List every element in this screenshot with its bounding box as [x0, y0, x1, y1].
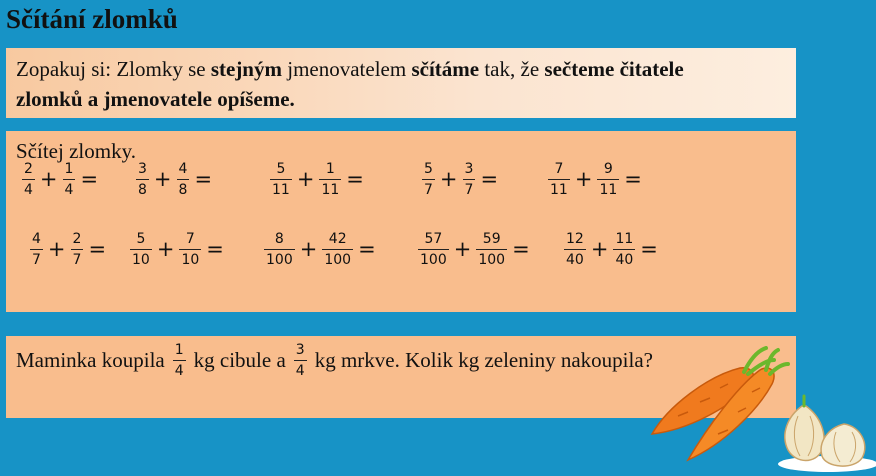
numerator: 4: [178, 161, 188, 177]
denominator: 40: [613, 249, 635, 268]
numerator: 7: [554, 161, 564, 177]
denominator: 10: [179, 249, 201, 268]
numerator: 2: [72, 231, 82, 247]
exercise-panel: [6, 131, 796, 312]
fraction: [463, 161, 476, 198]
word-problem-text: Maminka koupila: [16, 348, 165, 372]
fraction: [130, 231, 152, 268]
numerator: 1: [174, 342, 184, 358]
denominator: 100: [264, 249, 295, 268]
equals-sign: =: [80, 167, 99, 191]
numerator: 3: [138, 161, 147, 177]
fraction: [418, 231, 449, 268]
numerator: 3: [464, 161, 474, 177]
fraction: [322, 231, 353, 268]
numerator: 9: [603, 161, 613, 177]
fraction: [564, 231, 586, 268]
reminder-bold: sečteme čitatele: [544, 57, 684, 81]
reminder-panel: [6, 48, 796, 118]
onion-icon: [821, 424, 865, 466]
reminder-text: tak, že: [479, 57, 545, 81]
denominator: 11: [319, 179, 341, 198]
denominator: 7: [71, 249, 84, 268]
fraction: [270, 161, 292, 198]
fraction: [613, 231, 635, 268]
numerator: 5: [136, 231, 146, 247]
fraction: [63, 161, 76, 198]
denominator: 10: [130, 249, 152, 268]
numerator: 2: [24, 161, 33, 177]
plus-sign: +: [574, 167, 593, 191]
equals-sign: =: [358, 237, 376, 261]
fraction: [264, 231, 295, 268]
fraction-expression: [20, 161, 101, 198]
numerator: 3: [295, 342, 305, 358]
plus-sign: +: [590, 237, 609, 261]
equals-sign: =: [194, 167, 213, 191]
reminder-bold: zlomků a jmenovatele opíšeme.: [16, 87, 295, 111]
word-problem: [16, 342, 653, 379]
fraction-expression: [134, 161, 215, 198]
denominator: 4: [173, 360, 186, 379]
fraction: [548, 161, 570, 198]
equals-sign: =: [512, 237, 530, 261]
fraction-expression: [28, 231, 109, 268]
plus-sign: +: [47, 237, 66, 261]
reminder-text: Zopakuj si: Zlomky se: [16, 57, 211, 81]
denominator: 11: [597, 179, 619, 198]
fraction: [22, 161, 35, 198]
denominator: 100: [322, 249, 353, 268]
denominator: 4: [63, 179, 76, 198]
fraction-expression: [420, 161, 501, 198]
plus-sign: +: [156, 237, 175, 261]
reminder-text: jmenovatelem: [281, 57, 412, 81]
reminder-bold: sčítáme: [411, 57, 480, 81]
numerator: 12: [566, 231, 584, 247]
denominator: 7: [422, 179, 435, 198]
fraction: [422, 161, 435, 198]
plus-sign: +: [39, 167, 58, 191]
word-problem-text: kg cibule a: [193, 348, 286, 372]
fraction-expression: [562, 231, 661, 268]
fraction: [476, 231, 507, 268]
denominator: 4: [22, 179, 35, 198]
denominator: 4: [294, 360, 307, 379]
denominator: 100: [476, 249, 507, 268]
denominator: 40: [564, 249, 586, 268]
equals-sign: =: [206, 237, 224, 261]
numerator: 4: [32, 231, 41, 247]
equals-sign: =: [346, 167, 364, 191]
plus-sign: +: [153, 167, 172, 191]
numerator: 5: [424, 161, 433, 177]
numerator: 42: [328, 231, 347, 247]
numerator: 8: [274, 231, 284, 247]
numerator: 11: [615, 231, 634, 247]
fraction: [30, 231, 43, 268]
denominator: 8: [177, 179, 190, 198]
fraction-expression: [262, 231, 379, 268]
plus-sign: +: [296, 167, 315, 191]
equals-sign: =: [88, 237, 107, 261]
denominator: 7: [463, 179, 476, 198]
fraction-expression: [128, 231, 227, 268]
fraction: [177, 161, 190, 198]
equals-sign: =: [640, 237, 658, 261]
numerator: 1: [64, 161, 74, 177]
fraction: [319, 161, 341, 198]
fraction: [136, 161, 149, 198]
numerator: 59: [482, 231, 501, 247]
denominator: 11: [548, 179, 570, 198]
onion-icon: [785, 396, 824, 461]
fraction: [71, 231, 84, 268]
fraction: [173, 342, 186, 379]
plus-sign: +: [299, 237, 318, 261]
equals-sign: =: [624, 167, 642, 191]
fraction: [597, 161, 619, 198]
fraction-expression: [416, 231, 533, 268]
numerator: 57: [424, 231, 443, 247]
denominator: 8: [136, 179, 149, 198]
numerator: 5: [276, 161, 286, 177]
equals-sign: =: [480, 167, 499, 191]
denominator: 7: [30, 249, 43, 268]
fraction: [179, 231, 201, 268]
word-problem-text: kg mrkve. Kolik kg zeleniny nakoupila?: [314, 348, 653, 372]
fraction-expression: [268, 161, 367, 198]
exercise-label: Sčítej zlomky.: [16, 139, 136, 163]
fraction-expression: [546, 161, 645, 198]
denominator: 11: [270, 179, 292, 198]
fraction: [294, 342, 307, 379]
denominator: 100: [418, 249, 449, 268]
plus-sign: +: [453, 237, 472, 261]
plus-sign: +: [439, 167, 458, 191]
reminder-bold: stejným: [210, 57, 282, 81]
vegetables-illustration: [648, 346, 876, 476]
numerator: 7: [185, 231, 195, 247]
numerator: 1: [325, 161, 335, 177]
page-title: Sčítání zlomků: [6, 4, 178, 34]
